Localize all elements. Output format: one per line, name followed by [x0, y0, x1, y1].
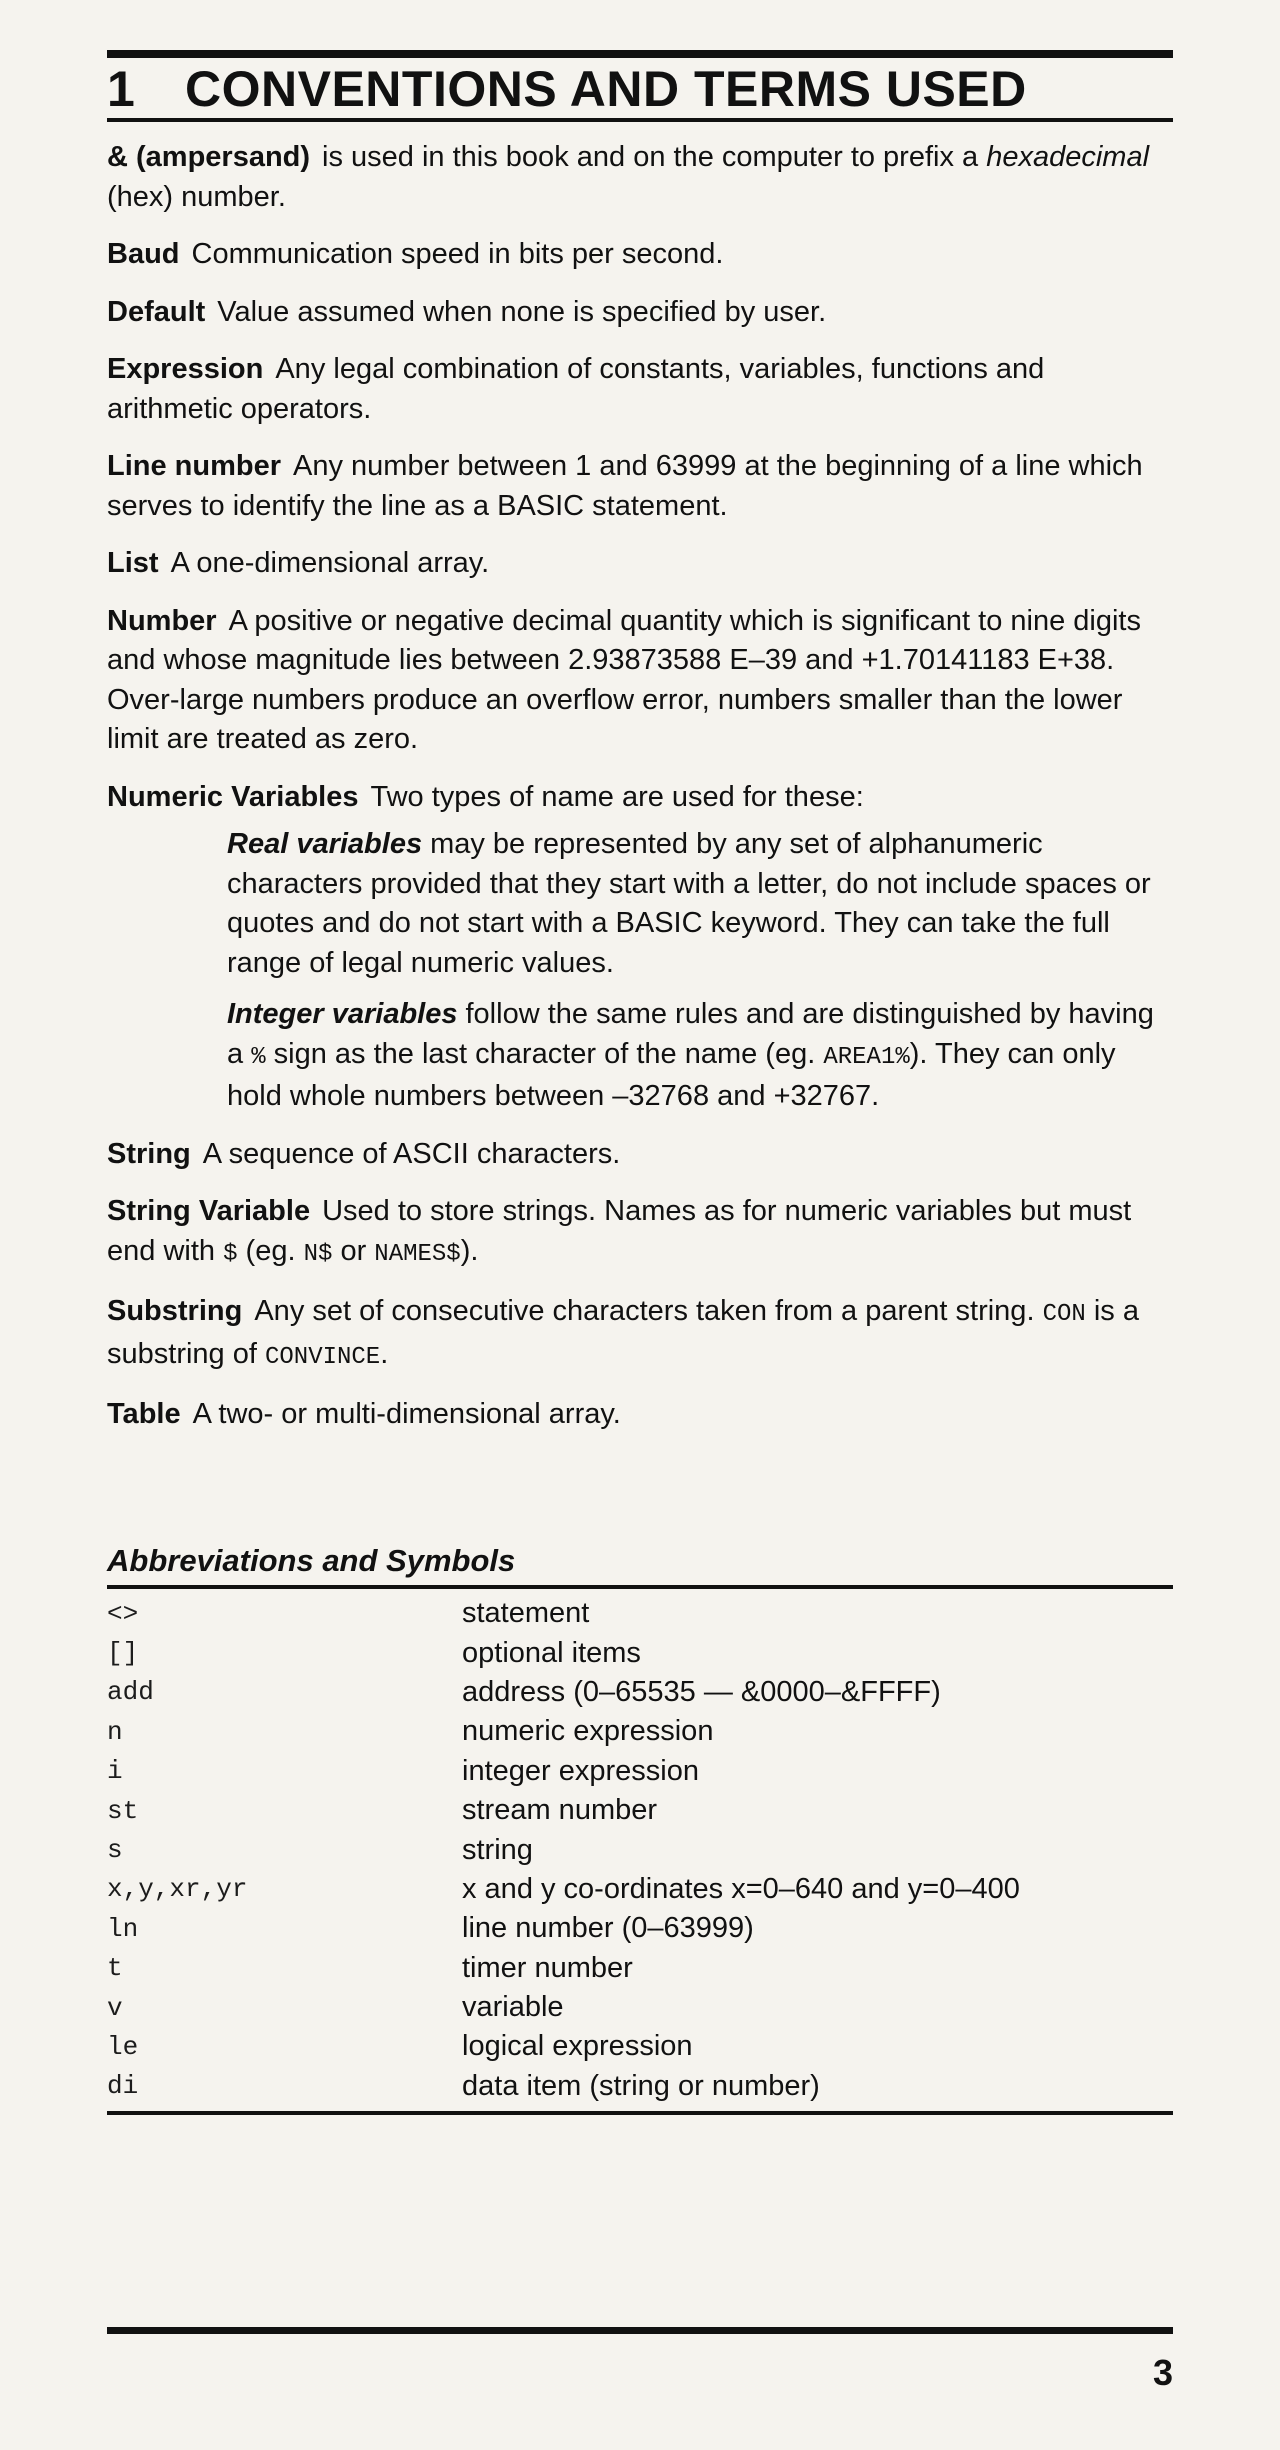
definition-text: Communication speed in bits per second. — [191, 238, 724, 270]
definition-integer-variables — [227, 995, 1173, 1117]
abbreviations-heading: Abbreviations and Symbols — [107, 1543, 516, 1578]
definition-text: A positive or negative decimal quantity which is significant to nine digits and whose magnitude lies between 2.93873588 E–39 and +1.70141183 E+38. Over-large numbers produce an overflow error, numbers smaller than the lower limit are treated as zero. — [107, 604, 1141, 755]
abbreviation-meaning: logical expression — [462, 2030, 693, 2063]
abbreviation-meaning: integer expression — [462, 1754, 699, 1787]
table-row — [107, 1673, 1173, 1712]
title-rule — [107, 118, 1173, 122]
table-row — [107, 1791, 1173, 1830]
definition-text: or — [332, 1234, 375, 1267]
abbreviation-symbol: st — [107, 1795, 139, 1826]
definition-term: Real variables — [227, 828, 423, 860]
definition-term: Expression — [107, 353, 264, 385]
table-row — [107, 1949, 1173, 1988]
abbreviations-top-rule — [107, 1585, 1173, 1589]
chapter-title — [107, 60, 1173, 118]
abbreviation-meaning: string — [462, 1833, 533, 1866]
table-row — [107, 1712, 1173, 1751]
definition-text: may be represented by any set of alphanumeric characters provided that they start with a letter, do not include spaces or quotes and do not start with a BASIC keyword. They can take the full range of legal numeric values. — [227, 828, 1151, 979]
code-text: N$ — [303, 1240, 333, 1268]
definition-table — [107, 1395, 1173, 1435]
definition-substring — [107, 1292, 1173, 1377]
abbreviation-symbol: di — [107, 2071, 139, 2102]
definition-term: Integer variables — [227, 998, 458, 1030]
abbreviation-meaning: data item (string or number) — [462, 2069, 820, 2102]
definition-expression — [107, 350, 1173, 429]
code-text: % — [251, 1043, 266, 1071]
table-row — [107, 1830, 1173, 1869]
definition-text: is a substring of — [107, 1295, 1139, 1370]
code-text: AREA1% — [823, 1043, 910, 1071]
definition-text: (hex) number. — [107, 180, 286, 213]
code-text: CON — [1042, 1301, 1086, 1328]
definition-string-variable — [107, 1192, 1173, 1274]
abbreviation-meaning: stream number — [462, 1794, 658, 1827]
abbreviation-symbol: i — [107, 1756, 123, 1787]
definition-term: Default — [107, 295, 206, 328]
definition-list — [107, 544, 1173, 584]
definition-text: A two- or multi-dimensional array. — [192, 1398, 621, 1430]
definition-text: is used in this book and on the computer to prefix a — [322, 141, 987, 173]
abbreviation-symbol: add — [107, 1677, 154, 1708]
abbreviation-symbol: n — [107, 1716, 123, 1747]
table-row — [107, 1633, 1173, 1672]
abbreviation-symbol: le — [107, 2031, 139, 2062]
definition-text: sign as the last character of the name (eg. — [265, 1037, 824, 1070]
definition-text: Used to store strings. Names as for numeric variables but must end with — [107, 1195, 1132, 1267]
definition-number — [107, 602, 1173, 760]
definition-text: A one-dimensional array. — [170, 547, 490, 579]
definition-text: Any number between 1 and 63999 at the beginning of a line which serves to identify the line as a BASIC statement. — [107, 450, 1143, 522]
table-row — [107, 1988, 1173, 2027]
code-text: $ — [223, 1240, 238, 1268]
definition-term: Baud — [107, 238, 180, 270]
definition-text: (eg. — [237, 1234, 304, 1267]
table-row — [107, 1752, 1173, 1791]
table-row — [107, 2027, 1173, 2066]
definition-emphasis: hexadecimal — [986, 141, 1150, 173]
definition-text: A sequence of ASCII characters. — [202, 1137, 621, 1170]
definition-text: ). — [460, 1234, 479, 1267]
abbreviation-meaning: line number (0–63999) — [462, 1912, 754, 1945]
code-text: CONVINCE — [264, 1343, 381, 1371]
page-number: 3 — [1152, 2352, 1173, 2393]
definition-real-variables — [227, 825, 1173, 983]
definition-default — [107, 293, 1173, 333]
abbreviation-symbol: t — [107, 1953, 123, 1984]
definition-term: Number — [107, 604, 217, 637]
definition-term: Line number — [107, 450, 282, 482]
abbreviation-symbol: s — [107, 1835, 123, 1866]
abbreviation-meaning: statement — [462, 1597, 590, 1630]
abbreviation-meaning: address (0–65535 — &0000–&FFFF) — [462, 1675, 941, 1708]
definition-term: Table — [107, 1398, 181, 1430]
chapter-number: 1 — [107, 61, 136, 117]
definition-term: Substring — [107, 1295, 243, 1327]
abbreviation-meaning: timer number — [462, 1951, 633, 1984]
code-text: NAMES$ — [374, 1240, 461, 1268]
abbreviation-meaning: x and y co-ordinates x=0–640 and y=0–400 — [462, 1872, 1020, 1905]
abbreviation-symbol: <> — [107, 1598, 139, 1629]
top-rule — [107, 50, 1173, 58]
table-row — [107, 2067, 1173, 2106]
definition-text: Any set of consecutive characters taken from a parent string. — [254, 1295, 1043, 1327]
definition-term: String Variable — [107, 1195, 311, 1227]
abbreviation-meaning: numeric expression — [462, 1715, 714, 1748]
table-row — [107, 1909, 1173, 1948]
definition-numeric-variables — [107, 778, 1173, 818]
definition-term: String — [107, 1137, 191, 1170]
definition-text: follow the same rules and are distinguished by having a — [227, 998, 1154, 1070]
definition-term: Numeric Variables — [107, 780, 359, 813]
abbreviations-table — [107, 1594, 1173, 2106]
definition-text: ). They can only hold whole numbers between –32768 and +32767. — [227, 1037, 1116, 1112]
definition-line-number — [107, 447, 1173, 526]
table-row — [107, 1594, 1173, 1633]
abbreviation-symbol: v — [107, 1992, 123, 2023]
abbreviations-bottom-rule — [107, 2111, 1173, 2115]
definition-text: Any legal combination of constants, variables, functions and arithmetic operators. — [107, 353, 1045, 425]
footer-rule — [107, 2327, 1173, 2334]
abbreviation-symbol: ln — [107, 1913, 139, 1944]
chapter-title-text: CONVENTIONS AND TERMS USED — [185, 61, 1027, 117]
table-row — [107, 1870, 1173, 1909]
definition-term: & (ampersand) — [107, 141, 311, 173]
definition-text: . — [380, 1337, 389, 1370]
definition-term: List — [107, 547, 159, 579]
abbreviation-symbol: [] — [107, 1638, 139, 1669]
definition-baud — [107, 235, 1173, 275]
definition-text: Value assumed when none is specified by user. — [217, 295, 827, 328]
definition-string — [107, 1135, 1173, 1175]
definitions-list — [107, 138, 1173, 1453]
abbreviation-meaning: optional items — [462, 1636, 641, 1669]
abbreviation-meaning: variable — [462, 1991, 564, 2024]
abbreviation-symbol: x,y,xr,yr — [107, 1874, 248, 1905]
definition-text: Two types of name are used for these: — [370, 780, 864, 813]
manual-page — [107, 0, 1173, 2450]
definition-ampersand — [107, 138, 1173, 217]
